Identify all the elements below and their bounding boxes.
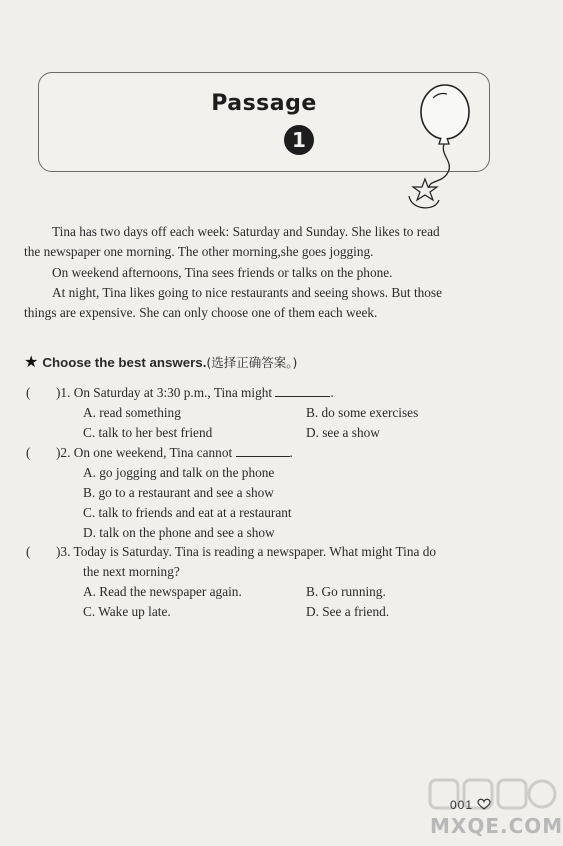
heart-icon <box>477 798 491 810</box>
section-heading-en: Choose the best answers. <box>42 355 207 370</box>
question-number: )2. <box>56 445 71 460</box>
option-1a: A. read something <box>83 405 181 420</box>
question-3-stem-continued: the next morning? <box>83 564 180 579</box>
passage-title: Passage <box>211 91 317 116</box>
passage-number-badge: 1 <box>284 125 314 155</box>
option-1c: C. talk to her best friend <box>83 425 213 440</box>
option-3b: B. Go running. <box>306 584 386 599</box>
star-icon: ★ <box>24 354 39 371</box>
question-number: )1. <box>56 385 71 400</box>
question-stem-end: . <box>330 385 334 400</box>
option-2d: D. talk on the phone and see a show <box>83 525 275 540</box>
question-stem: On one weekend, Tina cannot <box>73 445 233 460</box>
section-heading-cn: (选择正确答案。) <box>206 355 298 370</box>
balloon-star-icon <box>395 84 475 219</box>
question-stem: Today is Saturday. Tina is reading a newspaper. What might Tina do <box>73 544 436 559</box>
question-3 <box>26 542 436 562</box>
option-2b: B. go to a restaurant and see a show <box>83 485 274 500</box>
section-heading <box>24 352 297 372</box>
question-1 <box>26 383 334 403</box>
answer-paren-open: ( <box>26 445 31 460</box>
question-stem: On Saturday at 3:30 p.m., Tina might <box>73 385 273 400</box>
answer-blank <box>236 444 290 457</box>
passage-line: Tina has two days off each week: Saturday and Sunday. She likes to read <box>52 224 440 239</box>
option-2a: A. go jogging and talk on the phone <box>83 465 275 480</box>
passage-line: things are expensive. She can only choose one of them each week. <box>24 305 378 320</box>
answer-blank <box>275 384 330 397</box>
page-number-text: 001 <box>450 798 474 812</box>
answer-paren-open: ( <box>26 544 31 559</box>
passage-line: the newspaper one morning. The other morning,she goes jogging. <box>24 244 374 259</box>
passage-line: At night, Tina likes going to nice restaurants and seeing shows. But those <box>52 285 443 300</box>
watermark-text: MXQE.COM <box>430 814 563 838</box>
option-1b: B. do some exercises <box>306 405 419 420</box>
page-number <box>450 798 491 812</box>
question-stem-end: . <box>289 445 293 460</box>
option-3a: A. Read the newspaper again. <box>83 584 242 599</box>
answer-paren-open: ( <box>26 385 31 400</box>
option-1d: D. see a show <box>306 425 380 440</box>
option-3d: D. See a friend. <box>306 604 390 619</box>
question-2 <box>26 443 293 463</box>
passage-line: On weekend afternoons, Tina sees friends or talks on the phone. <box>52 265 393 280</box>
option-2c: C. talk to friends and eat at a restaurant <box>83 505 292 520</box>
question-number: )3. <box>56 544 71 559</box>
option-3c: C. Wake up late. <box>83 604 171 619</box>
watermark-logo <box>428 776 558 816</box>
